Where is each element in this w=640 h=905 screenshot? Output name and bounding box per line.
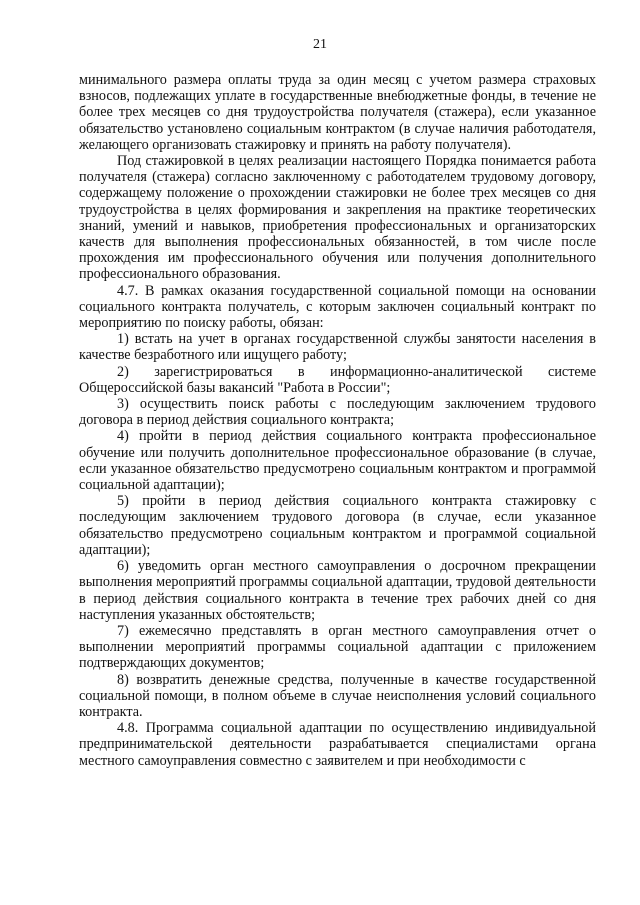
list-item-5: 5) пройти в период действия социального контракта стажировку с последующим заключением трудового договора (в случае, если указанное обязательство предусмотрено социальным контрактом и программой социальной адаптации); xyxy=(79,493,596,558)
list-item-8: 8) возвратить денежные средства, полученные в качестве государственной социальной помощи, в полном объеме в случае неисполнения условий социального контракта. xyxy=(79,671,596,720)
list-item-1: 1) встать на учет в органах государственной службы занятости населения в качестве безработного или ищущего работу; xyxy=(79,331,596,364)
document-body xyxy=(79,72,596,769)
list-item-6: 6) уведомить орган местного самоуправления о досрочном прекращении выполнения мероприятий программы социальной адаптации, трудовой деятельности в период действия социального контракта в течение трех рабочих дней со дня наступления указанных обстоятельств; xyxy=(79,558,596,623)
paragraph-4-7: 4.7. В рамках оказания государственной социальной помощи на основании социального контракта получатель, с которым заключен социальный контракт по мероприятию по поиску работы, обязан: xyxy=(79,282,596,332)
list-item-3: 3) осуществить поиск работы с последующим заключением трудового договора в период действия социального контракта; xyxy=(79,396,596,429)
list-item-7: 7) ежемесячно представлять в орган местного самоуправления отчет о выполнении мероприятий программы социальной адаптации с приложением подтверждающих документов; xyxy=(79,622,596,672)
paragraph-4-8: 4.8. Программа социальной адаптации по осуществлению индивидуальной предпринимательской деятельности разрабатывается специалистами органа местного самоуправления совместно с заявителем и при необходимости с xyxy=(79,720,596,769)
paragraph-continuation: минимального размера оплаты труда за один месяц с учетом размера страховых взносов, подлежащих уплате в государственные внебюджетные фонды, в течение не более трех месяцев со дня трудоустройства получателя (стажера), если указанное обязательство установлено социальным контрактом (в случае наличия работодателя, желающего организовать стажировку и принять на работу получателя). xyxy=(79,72,596,153)
page-number: 21 xyxy=(313,37,327,52)
list-item-4: 4) пройти в период действия социального контракта профессиональное обучение или получить дополнительное профессиональное образование (в случае, если указанное обязательство предусмотрено социальным контрактом и программой социальной адаптации); xyxy=(79,428,596,494)
list-item-2: 2) зарегистрироваться в информационно-аналитической системе Общероссийской базы вакансий "Работа в России"; xyxy=(79,363,596,396)
paragraph-internship-definition: Под стажировкой в целях реализации настоящего Порядка понимается работа получателя (стажера) согласно заключенному с работодателем трудовому договору, содержащему положение о прохождении стажировки не более трех месяцев со дня трудоустройства в целях формирования и закрепления на практике теоретических знаний, умений и навыков, приобретения профессиональных и организаторских качеств для выполнения профессиональных обязанностей, в том числе после прохождения им профессионального обучения или получения дополнительного профессионального образования. xyxy=(79,153,596,283)
